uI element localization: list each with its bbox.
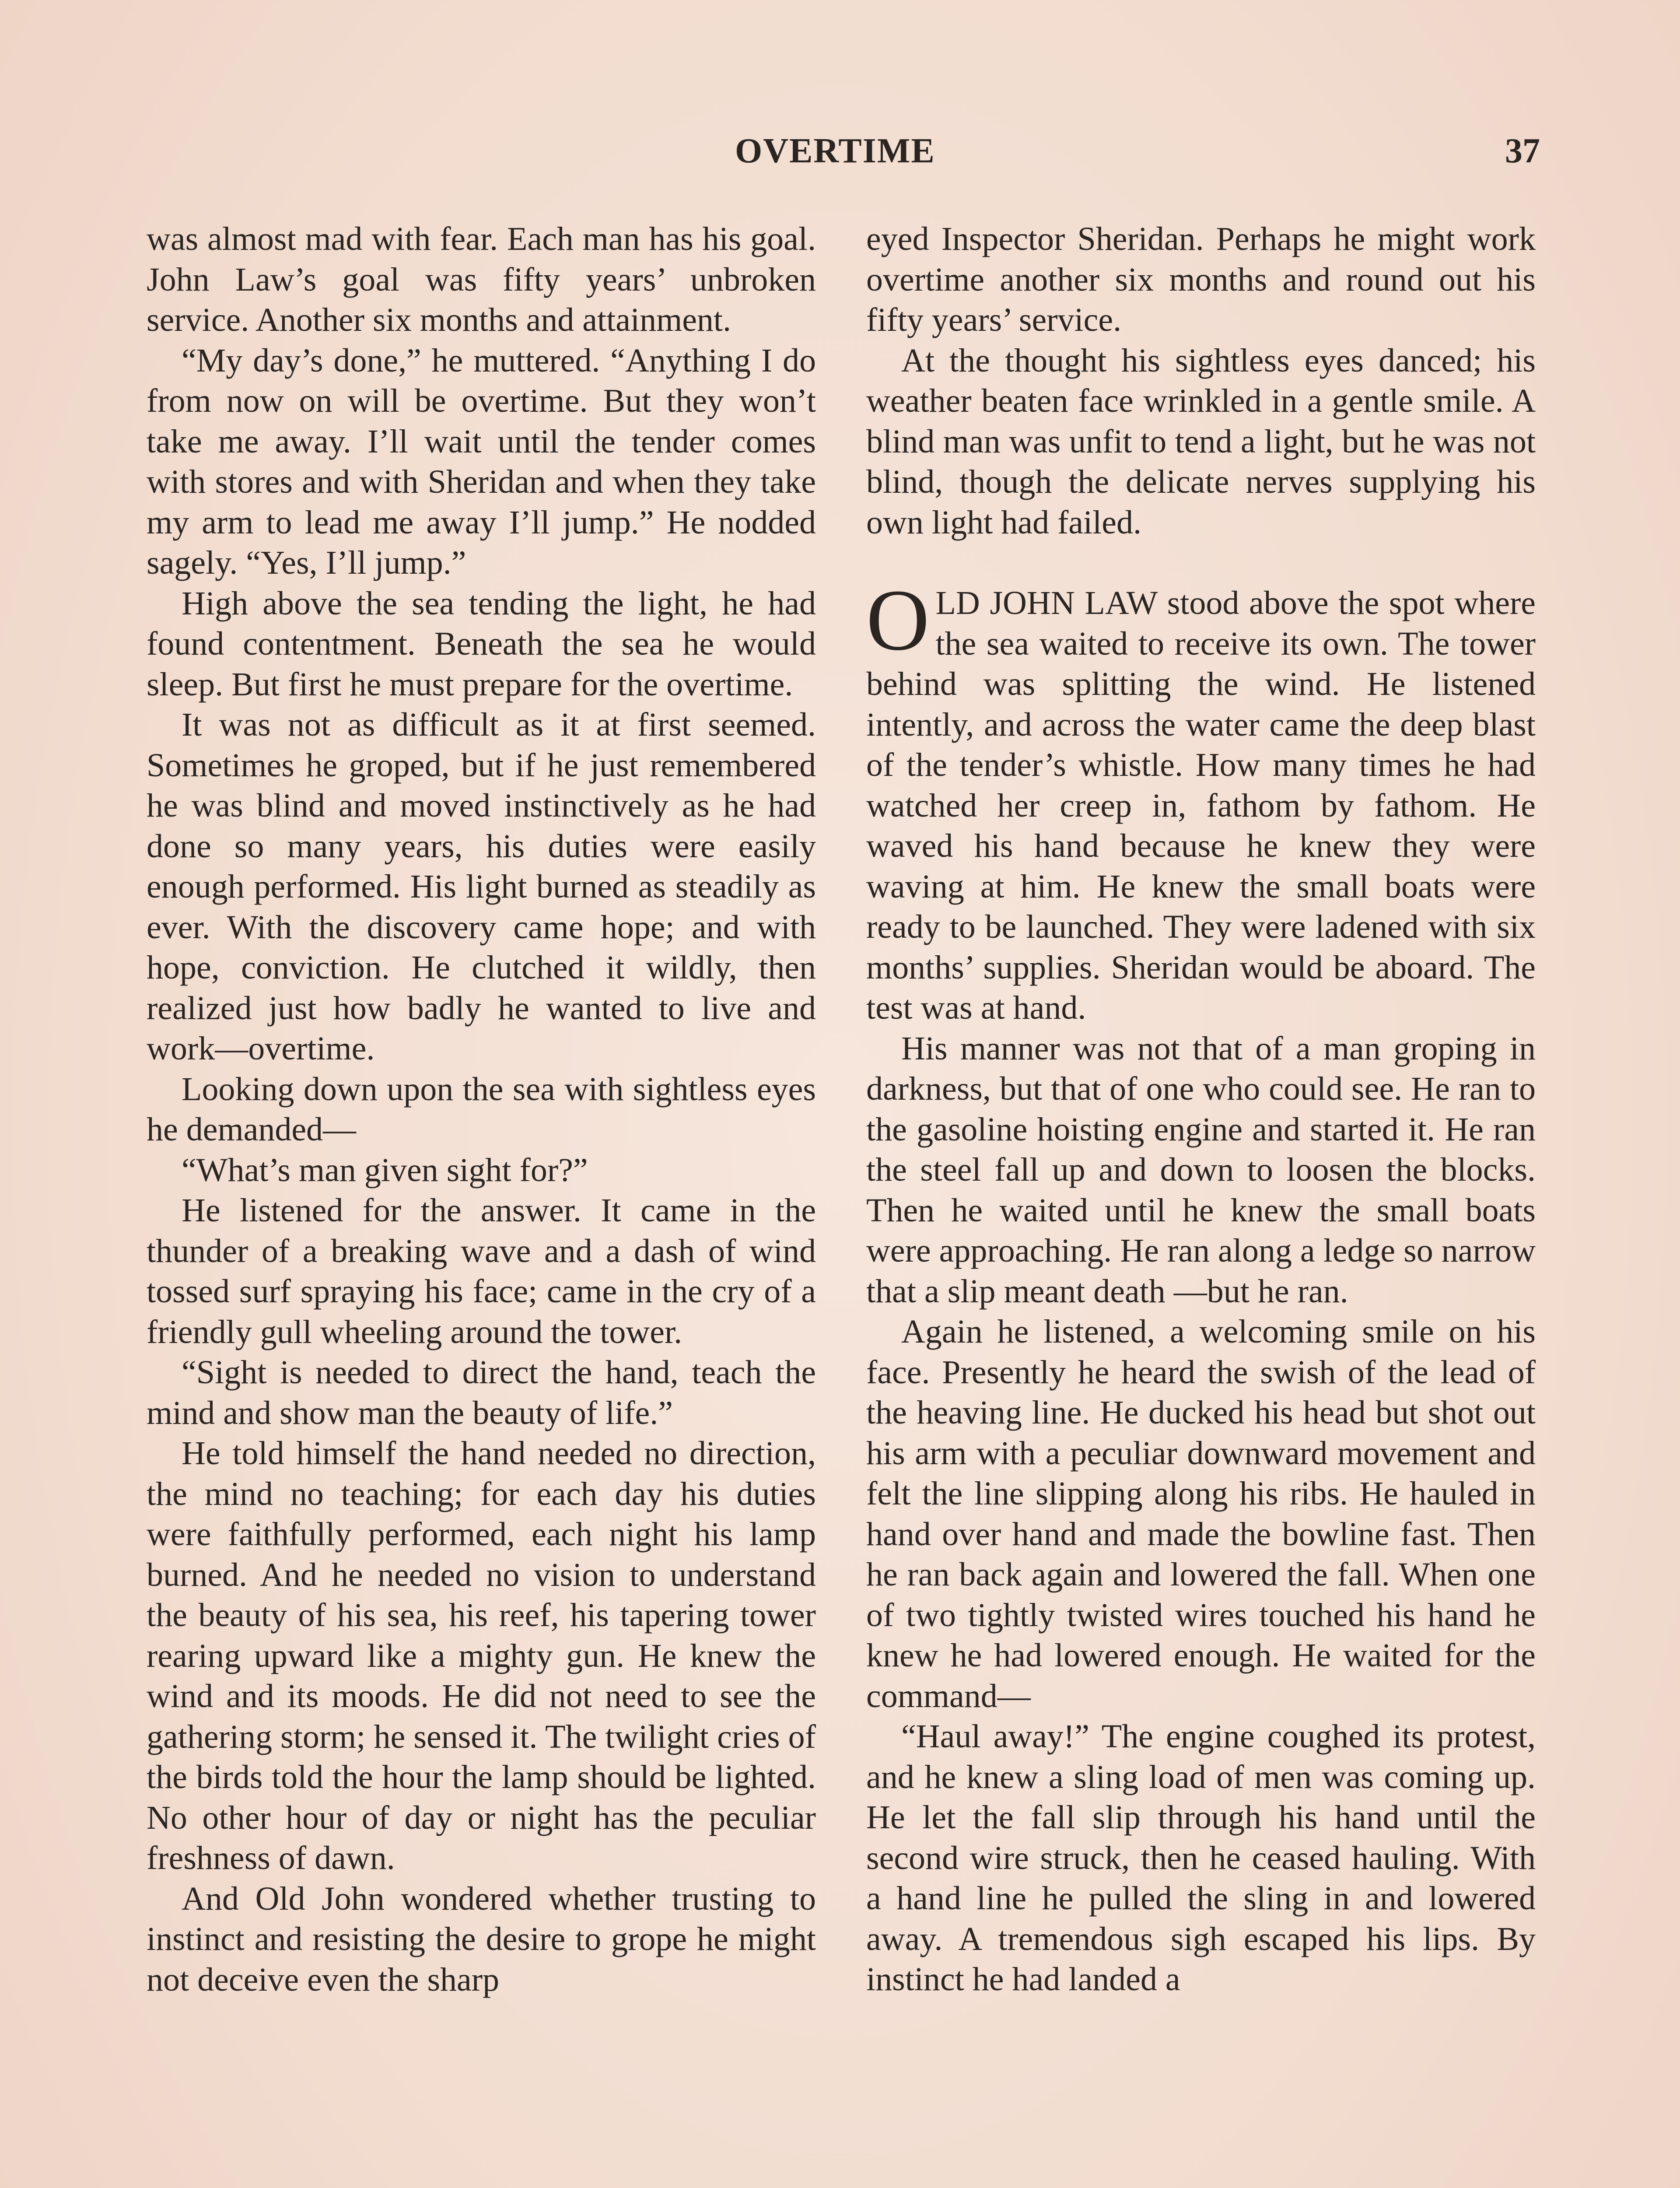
paragraph: “Sight is needed to direct the hand, teach the mind and show man the beauty of life.” [147, 1354, 816, 1431]
paragraph: Again he listened, a welcoming smile on his face. Presently he heard the swish of the lead of the heaving line. He ducked his head but shot out his arm with a peculiar downward movement and felt the line slipping along his ribs. He hauled in hand over hand and made the bowline fast. Then he ran back again and lowered the fall. When one of two tightly twisted wires touched his hand he knew he had lowered enough. He waited for the command— [866, 1313, 1536, 1715]
paragraph: Looking down upon the sea with sightless eyes he demanded— [147, 1070, 816, 1148]
left-column [147, 219, 816, 2000]
section-start-paragraph [866, 572, 1536, 1028]
paragraph: High above the sea tending the light, he had found contentment. Beneath the sea he would sleep. But first he must prepare for the overtime. [147, 585, 816, 703]
paragraph: “My day’s done,” he muttered. “Anything I do from now on will be overtime. But they won’t take me away. I’ll wait until the tender comes with stores and with Sheridan and when they take my arm to lead me away I’ll jump.” He nodded sagely. “Yes, I’ll jump.” [147, 342, 816, 581]
running-head-title: OVERTIME [735, 132, 935, 170]
paragraph: “What’s man given sight for?” [182, 1151, 588, 1189]
drop-cap: O [866, 572, 930, 669]
paragraph: was almost mad with fear. Each man has his goal. John Law’s goal was fifty years’ unbroken service. Another six months and attainment. [147, 221, 816, 338]
paragraph: At the thought his sightless eyes danced; his weather beaten face wrinkled in a gentle smile. A blind man was unfit to tend a light, but he was not blind, though the delicate nerves supplying his own light had failed. [866, 342, 1536, 541]
paragraph-text: LD JOHN LAW stood above the spot where the sea waited to receive its own. The tower behind was splitting the wind. He listened intently, and across the water came the deep blast of the tender’s whistle. How many times he had watched her creep in, fathom by fathom. He waved his hand because he knew they were waving at him. He knew the small boats were ready to be launched. They were ladened with six months’ supplies. Sheridan would be aboard. The test was at hand. [866, 585, 1536, 1026]
paragraph: “Haul away!” The engine coughed its protest, and he knew a sling load of men was coming up. He let the fall slip through his hand until the second wire struck, then he ceased hauling. With a hand line he pulled the sling in and lowered away. A tremendous sigh escaped his lips. By instinct he had landed a [866, 1718, 1536, 1998]
paragraph: And Old John wondered whether trusting to instinct and resisting the desire to grope he might not deceive even the sharp [147, 1880, 816, 1998]
paragraph: eyed Inspector Sheridan. Perhaps he might work overtime another six months and round out his fifty years’ service. [866, 221, 1536, 338]
page-number: 37 [1505, 132, 1540, 170]
paragraph: His manner was not that of a man groping in darkness, but that of one who could see. He ran to the gasoline hoisting engine and started it. He ran the steel fall up and down to loosen the blocks. Then he waited until he knew the small boats were approaching. He ran along a ledge so narrow that a slip meant death —but he ran. [866, 1030, 1536, 1310]
right-column [866, 219, 1536, 2000]
paragraph: It was not as difficult as it at first seemed. Sometimes he groped, but if he just remembered he was blind and moved instinctively as he had done so many years, his duties were easily enough performed. His light burned as steadily as ever. With the discovery came hope; and with hope, conviction. He clutched it wildly, then realized just how badly he wanted to live and work—overtime. [147, 706, 816, 1067]
paragraph: He listened for the answer. It came in the thunder of a breaking wave and a dash of wind tossed surf spraying his face; came in the cry of a friendly gull wheeling around the tower. [147, 1192, 816, 1350]
paragraph: He told himself the hand needed no direction, the mind no teaching; for each day his duties were faithfully performed, each night his lamp burned. And he needed no vision to understand the beauty of his sea, his reef, his tapering tower rearing upward like a mighty gun. He knew the wind and its moods. He did not need to see the gathering storm; he sensed it. The twilight cries of the birds told the hour the lamp should be lighted. No other hour of day or night has the peculiar freshness of dawn. [147, 1435, 816, 1876]
